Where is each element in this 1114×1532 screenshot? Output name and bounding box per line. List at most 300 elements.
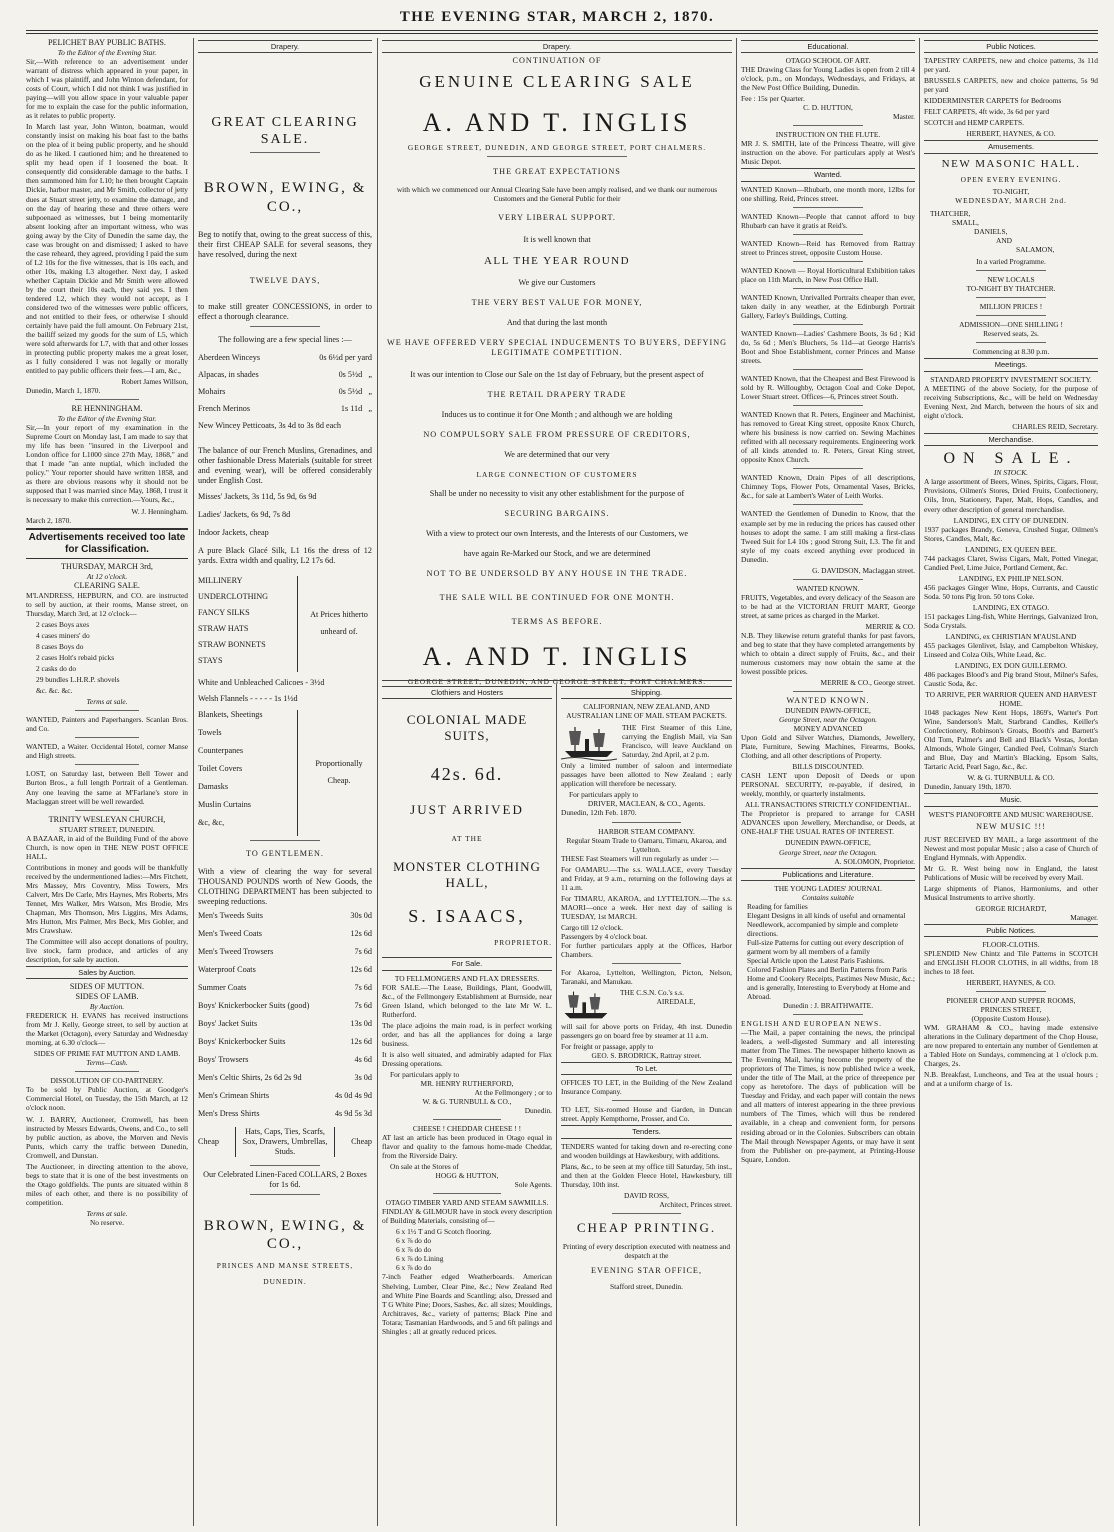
ad-headline: ON SALE. xyxy=(943,449,1079,467)
price-value: 4s 6d xyxy=(354,1054,372,1064)
column-divider xyxy=(556,684,557,1526)
divider xyxy=(976,342,1046,343)
ad-text: N.B. They likewise return grateful thanks for past favors, and beg to state that they have completed arrangements by which to obtain a direct supply of Fruits, &c., and their numerous customers may now obtain the same at the lowest possible prices. xyxy=(741,630,915,676)
ad-text: 1048 packages New Kent Hops, 1869's, Warter's Port Wine, Sanderson's Malt, Starbrand Candles, Keiller's Confectionery, Robinson's Groats, Booth's and Barnett's Old Tom, Palmer's and Bell and Black's Vestas, Jordan Almonds, Whole Ginger, Candied Peel, Colman's Starch and Blue, Day and Martin's Blacking, Epsom Salts, Tartaric Acid, Pearl Sago, &c., &c. xyxy=(924,708,1098,772)
divider xyxy=(793,207,863,208)
price-item: Waterproof Coats xyxy=(198,964,256,974)
ad-text: SCOTCH and HEMP CARPETS. xyxy=(924,118,1024,128)
divider xyxy=(250,152,320,153)
landing-heading: LANDING, EX OTAGO. xyxy=(972,602,1050,612)
price-value: 13s 0d xyxy=(350,1018,372,1028)
wanted-ad: WANTED Known—Rhubarb, one month more, 12lbs for one shilling. Reid, Princes street. xyxy=(741,184,915,203)
ad-text: —The Mail, a paper containing the news, the principal leaders, a well-digested Summary and all interesting matter from The Times. The newspaper hitherto known as The Evening Mail, having become the property of the proprietors of The Times, is now published twice a week, under the title of The Mail, at the price of threepence per copy as heretofore. The days of publication will be Tuesday and Friday, and each paper will contain the news and all matters of interest appearing in the three previous numbers of The Times, which will thus be rendered available, in a cheap and convenient form, for persons residing abroad or in the Colonies. Subscribers can obtain The Mail through Newspaper Agents, or may have it sent from the Publisher on pre-payment, at Printing-House Square, London. xyxy=(741,1028,915,1164)
ad-contact: DRIVER, MACLEAN, & CO., Agents. xyxy=(587,799,706,809)
ad-emphasis: ADMISSION—ONE SHILLING ! xyxy=(959,320,1063,330)
article-heading: PELICHET BAY PUBLIC BATHS. xyxy=(48,38,166,47)
ship-info xyxy=(620,988,732,1022)
divider xyxy=(793,261,863,262)
ad-text: Fee : 15s per Quarter. xyxy=(741,94,805,104)
list-item: STAYS xyxy=(198,655,223,665)
ad-text: M'LANDRESS, HEPBURN, and CO. are instructed to sell by auction, at their rooms, Manse street, on Thursday, March 3rd, at 12 o'clock— xyxy=(26,590,188,619)
ad-headline: WEST'S PIANOFORTE AND MUSIC WAREHOUSE. xyxy=(928,809,1094,819)
ad-text: Mr G. R. West being now in England, the latest Publications of Music will be received by every Mail. xyxy=(924,863,1098,882)
price-value: 4s 0d 4s 9d xyxy=(334,1090,372,1100)
ad-contact: At the Fellmongery ; or to xyxy=(474,1087,552,1097)
ad-firm-name: BROWN, EWING, & CO., xyxy=(203,1217,367,1253)
ad-text: TO-NIGHT, xyxy=(992,186,1030,196)
ad-emphasis: LARGE CONNECTION OF CUSTOMERS xyxy=(476,470,638,480)
ad-firm-name: EVENING STAR OFFICE, xyxy=(590,1265,702,1275)
ad-text: OFFICES TO LET, in the Building of the New Zealand Insurance Company. xyxy=(561,1078,732,1097)
masthead: THE EVENING STAR, MARCH 2, 1870. xyxy=(399,9,715,25)
price-value: 1s 11d „ xyxy=(340,403,372,413)
church-address: STUART STREET, DUNEDIN. xyxy=(59,824,155,834)
wanted-ad: WANTED Known, Unrivalled Portraits cheaper than ever, taken daily in any weather, at the Edinburgh Portrait Gallery, Farley's Buildings, Cutting. xyxy=(741,292,915,320)
landing-heading: LANDING, EX DON GUILLERMO. xyxy=(954,661,1068,671)
list-item: Full-size Patterns for cutting out every description of garment worn by all members of a family xyxy=(747,937,904,956)
section-heading: Public Notices. xyxy=(924,40,1098,53)
ad-headline: OTAGO TIMBER YARD AND STEAM SAWMILLS. xyxy=(385,1198,549,1208)
divider xyxy=(793,288,863,289)
price-item: Men's Crimean Shirts xyxy=(198,1090,270,1100)
ad-text: CASH LENT upon Deposit of Deeds or upon PERSONAL SECURITY, re-payable, if desired, in weekly, monthly, or quarterly instalments. xyxy=(741,771,915,799)
ad-emphasis: NEW LOCALS xyxy=(987,275,1035,285)
ad-headline: GENUINE CLEARING SALE xyxy=(419,72,695,92)
list-item: 2 cases Boys axes xyxy=(36,620,90,630)
section-heading: Shipping. xyxy=(561,686,732,699)
ad-contact: MERRIE & CO., George street. xyxy=(820,678,915,687)
ad-text: SPLENDID New Chintz and Tile Patterns in SCOTCH and ENGLISH FLOOR CLOTHS, in all widths, from 18 inches to 18 feet. xyxy=(924,949,1098,977)
ad-headline: WANTED KNOWN. xyxy=(786,696,870,706)
landing-text: 151 packages Ling-fish, White Herrings, Galvanized Iron, Soda Crystals. xyxy=(924,611,1098,630)
ad-contact: DAVID ROSS, xyxy=(623,1190,670,1200)
landing-text: 455 packages Glenlivet, Islay, and Campbelton Whiskey, Linseed and Colza Oils, White Lead, &c. xyxy=(924,640,1098,659)
ad-text: For particulars apply to xyxy=(569,790,639,800)
list-item: 4 cases miners' do xyxy=(36,631,90,641)
ad-contact: W. & G. TURNBULL & CO., xyxy=(422,1096,512,1106)
list-item: Toilet Covers xyxy=(198,763,243,773)
section-heading: Merchandise. xyxy=(924,433,1098,446)
wanted-ad: WANTED Known—Ladies' Cashmere Boots, 3s 6d ; Kid do, 5s 6d ; Men's Bluchers, 5s 11d—at George Harris's Boot and Shoe Establishment, corner Princes and Manse streets. xyxy=(741,328,915,366)
section-heading: Educational. xyxy=(741,40,915,53)
ad-text: Cargo till 12 o'clock. xyxy=(561,922,623,932)
letter-paragraph: Sir,—In your report of my examination in the Supreme Court on Monday last, I am made to say that my life has been "insured in the Liverpool and London office for L1000 since 27th May, 1868," and that I made "an ante nuptial, which included the policy." Your reporter should have written 1858, and as there are obvious reasons why it should not be supposed that I was married since May, 1868, I trust it is necessary to make this correction.—Yours, &c., xyxy=(26,423,188,505)
ad-text: THE Drawing Class for Young Ladies is open from 2 till 4 o'clock, p.m., on Mondays, Wednesdays, and Fridays, at the New Post Office Building, Dunedin. xyxy=(741,65,915,93)
price-value: 4s 9d 5s 3d xyxy=(334,1108,372,1118)
ad-headline: WANTED KNOWN. xyxy=(796,583,860,593)
ad-headline: NEW MASONIC HALL. xyxy=(941,157,1081,170)
price-item: Boys' Knickerbocker Suits (good) xyxy=(198,1000,310,1010)
price-item: Men's Dress Shirts xyxy=(198,1108,260,1118)
sale-title: CLEARING SALE. xyxy=(74,580,140,590)
divider xyxy=(793,1014,863,1015)
steamship-icon xyxy=(561,988,611,1022)
price-line xyxy=(198,370,372,380)
section-heading: To Let. xyxy=(561,1062,732,1075)
ad-emphasis: THE VERY BEST VALUE FOR MONEY, xyxy=(471,298,643,308)
ad-text: THE C.S.N. Co.'s s.s. xyxy=(620,988,684,998)
ad-emphasis: SECURING BARGAINS. xyxy=(504,509,610,519)
ad-text: With a view of clearing the way for several THOUSAND POUNDS worth of New Goods, the CLOTHING DEPARTMENT has been subjected to sweeping reductions. xyxy=(198,866,372,906)
ad-firm-name: MONSTER CLOTHING HALL, xyxy=(393,858,541,890)
list-item: &c. &c. &c. xyxy=(36,686,73,696)
section-rule xyxy=(382,680,732,681)
ad-text: with which we commenced our Annual Clearing Sale have been amply realised, and we thank our numerous Customers and the General Public for their xyxy=(396,184,718,203)
list-item: 6 x ⅞ do do xyxy=(396,1236,432,1246)
price-line xyxy=(198,911,372,921)
price-line: Ladies' Jackets, 6s 9d, 7s 8d xyxy=(198,509,291,519)
ad-emphasis: NEW MUSIC !!! xyxy=(976,821,1046,831)
ad-contact: GEO. S. BRODRICK, Rattray street. xyxy=(591,1051,702,1061)
wanted-list xyxy=(741,185,915,564)
ad-text: For OAMARU.—The s.s. WALLACE, every Tuesday and Friday, at 9 a.m., returning on the following days at 11 a.m. xyxy=(561,864,732,892)
wanted-ad: WANTED the Gentlemen of Dunedin to Know, that the example set by me in reducing the prices has caused other houses to adopt the same. I am still making a first-class Tweed Suit for L4 10s ; good Strong Suit, L3. The fit and style of my coats exceed anything ever produced in Dunedin. xyxy=(741,509,915,564)
price-list xyxy=(198,911,372,1119)
ad-contact: C. D. HUTTON, xyxy=(803,103,853,113)
section-heading: Sales by Auction. xyxy=(26,966,188,979)
ad-text: AT last an article has been produced in Otago equal in flavor and quality to the famous home-made Cheddar, from the Riverside Dairy. xyxy=(382,1133,552,1161)
price-value: 7s 6d xyxy=(354,1000,372,1010)
section-heading: For Sale. xyxy=(382,957,552,970)
divider xyxy=(976,991,1046,992)
price-item: Men's Celtic Shirts, 2s 6d 2s 9d xyxy=(198,1072,302,1082)
price-item: Boys' Trowsers xyxy=(198,1054,249,1064)
list-item: 2 cases Holt's rebaid picks xyxy=(36,653,115,663)
ad-contact: Master. xyxy=(893,112,915,122)
ad-emphasis: JUST ARRIVED xyxy=(410,801,524,817)
cheap-label: Cheap xyxy=(351,1136,372,1146)
ad-text: It is also well situated, and admirably adapted for Flax Dressing operations. xyxy=(382,1049,552,1068)
ad-headline: INSTRUCTION ON THE FLUTE. xyxy=(775,130,881,140)
list-item: 2 casks do do xyxy=(36,664,77,674)
ad-text: 7-inch Feather edged Weatherboards. American Shelving, Lumber, Clear Pine, &c.; New Zealand Red and White Pine Boards and Scantling; also, Dressed and T G White Pine; Doors, Sashes, &c. all sizes; Mouldings, Architraves, &c., variety of patterns; Black Pine and Totara; Tasmanian Hardwoods, and 5 and 6ft palings and Shingles ; all at greatly reduced prices. xyxy=(382,1272,552,1336)
ad-text: For further particulars apply at the Offices, Harbor Chambers. xyxy=(561,940,732,959)
ad-firm-name: A. AND T. INGLIS xyxy=(422,107,692,137)
ad-text: The Proprietor is prepared to arrange for CASH ADVANCES upon Jewellery, Merchandise, or Deeds, at ONE-HALF THE USUAL RATES OF INTEREST. xyxy=(741,809,915,837)
divider xyxy=(487,156,627,157)
ad-headline: ENGLISH AND EUROPEAN NEWS. xyxy=(741,1019,882,1029)
sale-title: SIDES OF MUTTON. xyxy=(69,982,145,992)
section-heading: Music. xyxy=(924,793,1098,806)
ad-text: AT THE xyxy=(451,833,483,843)
ad-emphasis: NO COMPULSORY SALE FROM PRESSURE OF CREDITORS, xyxy=(423,430,691,440)
ad-address: DUNEDIN. xyxy=(263,1276,307,1286)
ad-headline: TO FELLMONGERS AND FLAX DRESSERS. xyxy=(394,973,540,983)
section-heading: Wanted. xyxy=(741,168,915,181)
ship-ad xyxy=(561,988,732,1022)
ad-text: WANTED, a Waiter. Occidental Hotel, corner Manse and High streets. xyxy=(26,742,188,761)
ad-text: Regular Steam Trade to Oamaru, Timaru, Akaroa, and Lyttelton. xyxy=(566,835,727,854)
ad-headline: TO ARRIVE, PER WARRIOR QUEEN AND HARVEST HOME. xyxy=(925,690,1097,709)
list-item: Colored Fashion Plates and Berlin Patterns from Paris xyxy=(747,964,907,974)
price-line: Indoor Jackets, cheap xyxy=(198,527,269,537)
section-heading: Drapery. xyxy=(382,40,732,53)
list-item: Blankets, Sheetings xyxy=(198,709,263,719)
ad-text: The Auctioneer, in directing attention to the above, begs to state that it is one of the best investments on the Otago goldfields. The punts are situated within 8 miles of each other, and there is no possibility of competition. xyxy=(26,1161,188,1207)
price-value: 12s 6d xyxy=(350,964,372,974)
ad-headline: FLOOR-CLOTHS. xyxy=(982,940,1040,950)
ad-contact: Manager. xyxy=(1070,912,1098,922)
price-line xyxy=(198,1055,372,1065)
terms: No reserve. xyxy=(89,1217,125,1227)
price-item: Men's Tweed Trowsers xyxy=(198,946,274,956)
ad-emphasis: TO-NIGHT BY THATCHER. xyxy=(966,284,1056,294)
divider xyxy=(612,1213,680,1214)
column-1 xyxy=(26,38,188,1526)
price-item: Mohairs xyxy=(198,386,226,396)
ad-headline: STANDARD PROPERTY INVESTMENT SOCIETY. xyxy=(930,374,1092,384)
cast-list xyxy=(924,209,1098,254)
section-heading: Drapery. xyxy=(198,40,372,53)
section-heading: Publications and Literature. xyxy=(741,868,915,881)
ad-headline: CHEAP PRINTING. xyxy=(576,1219,717,1235)
ad-text: PROPRIETOR. xyxy=(494,938,552,948)
list-item: Counterpanes xyxy=(198,745,244,755)
ship-ad xyxy=(561,723,732,761)
list-item: 6 x ⅞ do Lining xyxy=(396,1254,444,1264)
ad-text: Passengers by 4 o'clock boat. xyxy=(561,931,648,941)
ad-text: BRUSSELS CARPETS, new and choice patterns, 5s 9d per yard xyxy=(924,76,1098,95)
ad-text: FRUITS, Vegetables, and every delicacy of the Season are to be had at the VICTORIAN FRUIT MART, George street, at same prices as charged in the Market. xyxy=(741,592,915,620)
price-line xyxy=(198,965,372,975)
ad-text: Large shipments of Pianos, Harmoniums, and other Musical Instruments to arrive shortly. xyxy=(924,883,1098,902)
divider xyxy=(612,822,680,823)
ad-text: Printing of every description executed with neatness and despatch at the xyxy=(562,1241,731,1260)
column-3a xyxy=(382,684,552,1526)
ad-headline: TO GENTLEMEN. xyxy=(246,848,324,858)
ad-address: George Street, near the Octagon. xyxy=(779,847,877,857)
list-item: Special Article upon the Latest Paris Fashions. xyxy=(747,955,885,965)
letter-paragraph: In March last year, John Winton, boatman, would constantly insist on making his boat fast to the baths on the plea of it being public property, and he should do as he liked. I cautioned him; and he threatened to split my head open if I loosened the boat. It consequently did considerable damage to the baths. I then summoned him for L10; he then brought Captain Dickie, harbor master, and Mr Smith, collector of jetty dues at Stuart street jetty, to examine the damage, and on the day of hearing these and three others were subpoenaed as witnesses, but I being momentarily absent looking after an important witness, who was going away by the City of Dunedin the same day, the case was brought on and dismissed; I asked to have the case reheard, they agreed, providing I paid the sum of L2 10s for the five witnesses, that is 10s each, and other 10s, making L3 altogether. Next day, I asked whether Captain Dickie and Mr Smith were allowed by the court their 10s each, they said yes. I then tendered L2, which they would not accept, as I considered two of the witnesses were public officers, and not entitled to their fees, or otherwise I should certainly have paid the full amount. On February 21st, the bailiff seized my goods for the sum of L5, which were sold afterwards for L7, with that and other losses in protecting public property makes me a great loser, as I fully considered I was not legally or morally entitled to pay public officers their fees.—I am, &c., xyxy=(26,122,188,376)
list-item: FANCY SILKS xyxy=(198,607,250,617)
terms: Terms—Cash. xyxy=(86,1058,128,1068)
church-title: TRINITY WESLEYAN CHURCH, xyxy=(48,814,166,824)
ad-emphasis: THE GREAT EXPECTATIONS xyxy=(493,166,621,176)
ad-text: Upon Gold and Silver Watches, Diamonds, Jewellery, Plate, Furniture, Sewing Machines, Firearms, Books, Clothing, and all other descriptions of Property. xyxy=(741,733,915,761)
ad-firm-name: A. AND T. INGLIS xyxy=(422,642,692,672)
divider xyxy=(976,270,1046,271)
price-line xyxy=(198,353,372,363)
size-list xyxy=(382,1227,552,1272)
ad-contact: GEORGE RICHARDT, xyxy=(975,903,1047,913)
cast-member: DANIELS, xyxy=(974,227,1008,237)
ad-text: TO LET, Six-roomed House and Garden, in Duncan street. Apply Kempthorne, Prosser, and Co. xyxy=(561,1105,732,1124)
journal-list xyxy=(741,902,915,1001)
cast-member: SMALL, xyxy=(952,218,979,228)
ad-text: With a view to protect our own Interests, and the Interests of our Customers, we xyxy=(425,529,689,539)
section-heading: Meetings. xyxy=(924,358,1098,371)
millinery-list xyxy=(198,576,298,672)
list-item: Towels xyxy=(198,727,222,737)
ad-address: GEORGE STREET, DUNEDIN, AND GEORGE STREET, PORT CHALMERS. xyxy=(407,676,707,686)
ad-text: It was our intention to Close our Sale on the 1st day of February, but the present aspect of xyxy=(410,370,704,380)
ad-text: In a varied Programme. xyxy=(976,257,1046,267)
list-item: 29 bundles L.H.R.P. shovels xyxy=(36,675,120,685)
list-item: Damasks xyxy=(198,781,229,791)
price-line xyxy=(198,983,372,993)
divider xyxy=(250,1165,320,1166)
ad-emphasis: TWELVE DAYS, xyxy=(249,275,321,285)
ad-text: On sale at the Stores of xyxy=(390,1162,459,1172)
article-heading: RE HENNINGHAM. xyxy=(71,404,143,414)
price-line xyxy=(198,421,372,431)
landing-text: 1937 packages Brandy, Geneva, Crushed Sugar, Oilmen's Stores, Candles, Malt, &c. xyxy=(924,524,1098,543)
divider xyxy=(75,810,140,811)
ad-text: THESE Fast Steamers will run regularly as under :— xyxy=(561,853,719,863)
ad-emphasis: BILLS DISCOUNTED. xyxy=(792,762,864,772)
divider xyxy=(793,234,863,235)
divider xyxy=(793,369,863,370)
cast-member: THATCHER, xyxy=(930,209,971,219)
millinery-note: At Prices hitherto unheard of. xyxy=(310,610,368,636)
ad-text: will sail for above ports on Friday, 4th inst. Dunedin passengers go on board free by steamer at 11 a.m. xyxy=(561,1022,732,1041)
ad-text: It is well known that xyxy=(523,234,591,244)
ad-emphasis: THE SALE WILL BE CONTINUED FOR ONE MONTH. xyxy=(439,593,675,603)
price-item: Aberdeen Winceys xyxy=(198,352,261,362)
ad-text: N.B. Breakfast, Luncheons, and Tea at the usual hours ; and at a uniform charge of 1s. xyxy=(924,1070,1098,1089)
ad-text: To be sold by Public Auction, at Goodger's Commercial Hotel, on Tuesday, the 15th March, at 12 o'clock noon. xyxy=(26,1085,188,1113)
ad-contact: A. SOLOMON, Proprietor. xyxy=(834,856,915,866)
ad-firm-name: S. ISAACS, xyxy=(408,906,526,927)
price-line xyxy=(198,1037,372,1047)
ad-firm-name: BROWN, EWING, & CO., xyxy=(203,180,367,215)
section-heading: Advertisements received too late for Classification. xyxy=(26,528,188,559)
price-item: New Wincey Petticoats, 3s 4d to 3s 8d each xyxy=(198,420,341,430)
column-3-top xyxy=(382,38,732,686)
column-divider xyxy=(193,38,194,1526)
list-item: Reading for families xyxy=(747,901,808,911)
ad-text: Beg to notify that, owing to the great success of this, their first CHEAP SALE for several seasons, they have resolved, during the next xyxy=(198,229,372,259)
section-heading: Tenders. xyxy=(561,1125,732,1138)
divider xyxy=(793,504,863,505)
ad-text: We give our Customers xyxy=(518,278,596,288)
price-item: Boys' Knickerbocker Suits xyxy=(198,1036,286,1046)
divider xyxy=(433,1119,501,1120)
section-heading: Clothiers and Hosters xyxy=(382,686,552,699)
cast-member: AND xyxy=(996,236,1013,246)
letter-paragraph: Sir,—With reference to an advertisement under warrant of distress which appeared in your paper, in which I was plaintiff, and John Winton defendant, for costs of Court, which I did not think I was justified in paying—will you allow space in your valuable paper for me to explain the case for the public information, as it relates to public property. xyxy=(26,57,188,121)
column-5 xyxy=(924,38,1098,1526)
ad-text: The place adjoins the main road, is in perfect working order, and has all the appliances for doing a large business. xyxy=(382,1020,552,1048)
cheap-block xyxy=(198,1127,372,1157)
section-heading: Public Notices. xyxy=(924,924,1098,937)
ad-text: IN STOCK. xyxy=(994,468,1028,478)
list-item: STRAW BONNETS xyxy=(198,639,266,649)
ad-text: WM. GRAHAM & CO., having made extensive alterations in the Culinary department of the Chop House, are now prepared to entertain any number of Gentlemen at a Tabled Hote on Sundays, commencing at 1 o'clock p.m. Charges, 2s. xyxy=(924,1023,1098,1069)
landing-heading: LANDING, ex CHRISTIAN M'AUSLAND xyxy=(945,631,1077,641)
price-value: 0s 5½d „ xyxy=(338,369,372,379)
price-item: French Merinos xyxy=(198,403,251,413)
ad-text: A MEETING of the above Society, for the purpose of receiving Subscriptions, &c., will be held on Wednesday Evening Next, 2nd March, between the hours of six and eight o'clock. xyxy=(924,383,1098,420)
ad-headline: CALIFORNIAN, NEW ZEALAND, AND AUSTRALIAN LINE OF MAIL STEAM PACKETS. xyxy=(566,702,727,721)
list-item: 8 cases Boys do xyxy=(36,642,84,652)
wanted-ad: WANTED Known — Royal Horticultural Exhibition takes place on 11th March, in New Post Office Hall. xyxy=(741,265,915,284)
ad-text: FELT CARPETS, 4ft wide, 3s 6d per yard xyxy=(924,107,1050,117)
ad-text: For TIMARU, AKAROA, and LYTTELTON.—The s.s. MAORI—once a week. Her next day of sailing is TUESDAY, 1st MARCH. xyxy=(561,893,732,921)
list-item: MILLINERY xyxy=(198,575,243,585)
price-item: Men's Tweeds Suits xyxy=(198,910,263,920)
ad-text: W. J. BARRY, Auctioneer, Cromwell, has been instructed by Messrs Edwards, Owens, and Co., to sell by public auction, as above, the Morven and Nevis Punts, which carry the traffic between Dunedin, Cromwell, and Dunstan. xyxy=(26,1114,188,1160)
ad-address: PRINCES AND MANSE STREETS, xyxy=(216,1261,354,1271)
letter-date: Dunedin, March 1, 1870. xyxy=(26,386,101,396)
ad-text: TAPESTRY CARPETS, new and choice patterns, 3s 11d per yard. xyxy=(924,56,1098,75)
ad-text: Contains suitable xyxy=(802,892,854,902)
price-line xyxy=(198,1001,372,1011)
divider xyxy=(976,315,1046,316)
list-item: &c, &c, xyxy=(198,817,225,827)
ad-date: Dunedin, January 19th, 1870. xyxy=(924,782,1012,792)
ad-headline: HARBOR STEAM COMPANY. xyxy=(598,826,695,836)
top-rule-2 xyxy=(26,33,1098,34)
ad-headline: GREAT CLEARING SALE. xyxy=(211,115,359,148)
ad-contact: G. DAVIDSON, Maclaggan street. xyxy=(812,565,915,575)
ad-address: (Opposite Custom House). xyxy=(971,1014,1051,1024)
price-list xyxy=(198,353,372,431)
ad-emphasis: WEDNESDAY, MARCH 2nd. xyxy=(955,196,1067,205)
article-subheading: To the Editor of the Evening Star. xyxy=(57,414,157,424)
letter-signature: W. J. Henningham. xyxy=(131,506,188,516)
ad-contact: W. & G. TURNBULL & CO. xyxy=(967,773,1055,783)
list-item: Home and Cookery Receipts, Pastimes New Music, &c.; and is generally, Interesting to Everybody at Home and Abroad. xyxy=(747,974,915,1002)
landing-text: 744 packages Claret, Swiss Cigars, Malt, Potted Vinegar, Candied Peel, Lime Juice, Portland Cement, &c. xyxy=(924,553,1098,572)
divider xyxy=(793,468,863,469)
list-item: 6 x ⅞ do do xyxy=(396,1263,432,1273)
ad-emphasis: WE HAVE OFFERED VERY SPECIAL INDUCEMENTS TO BUYERS, DEFYING LEGITIMATE COMPETITION. xyxy=(386,338,728,358)
sale-title: SIDES OF LAMB. xyxy=(75,992,139,1002)
divider xyxy=(793,579,863,580)
price-line: Welsh Flannels - - - - - 1s 1½d xyxy=(198,693,298,703)
price-value: 30s 0d xyxy=(350,910,372,920)
divider xyxy=(250,326,320,327)
price-line xyxy=(198,1073,372,1083)
landings-list xyxy=(924,516,1098,689)
ad-emphasis: NOT TO BE UNDERSOLD BY ANY HOUSE IN THE TRADE. xyxy=(426,569,688,579)
ad-headline: PIONEER CHOP AND SUPPER ROOMS, xyxy=(946,996,1076,1006)
ad-contact: Sole Agents. xyxy=(514,1180,552,1190)
cheap-items: Hats, Caps, Ties, Scarfs, Sox, Drawers, Umbrellas, Studs. xyxy=(235,1127,335,1157)
ad-emphasis: THE RETAIL DRAPERY TRADE xyxy=(487,390,627,400)
letter-signature: Robert James Willson, xyxy=(121,377,188,387)
ad-emphasis: MILLION PRICES ! xyxy=(979,302,1043,312)
ad-contact: MR. HENRY RUTHERFORD, xyxy=(420,1078,514,1088)
list-item: UNDERCLOTHING xyxy=(198,591,269,601)
divider xyxy=(250,1194,320,1195)
ad-text: The Committee will also accept donations of poultry, live stock, farm produce, and articles of any description, for sale by auction. xyxy=(26,936,188,964)
list-item: STRAW HATS xyxy=(198,623,249,633)
divider xyxy=(75,399,140,400)
price-value: 12s 6d xyxy=(350,1036,372,1046)
price-line xyxy=(198,929,372,939)
ad-text: For Akaroa, Lyttelton, Wellington, Picton, Nelson, Taranaki, and Manukau. xyxy=(561,967,732,986)
blankets-list xyxy=(198,710,298,836)
list-item: Elegant Designs in all kinds of useful and ornamental Needlework, accompanied by simple and complete directions. xyxy=(747,910,906,938)
price-value: 7s 6d xyxy=(354,946,372,956)
price-line xyxy=(198,404,372,414)
column-3b xyxy=(561,684,732,1526)
ad-text: THE First Steamer of this Line, carrying the English Mail, via San Francisco, will leave Auckland on Saturday, 2nd April, at 2 p.m. xyxy=(622,723,732,760)
ad-text: LOST, on Saturday last, between Bell Tower and Burton Bros., a full length Portrait of a Gentleman. Any one leaving the same at M'Farlane's store in Maclaggan street will be well rewarded. xyxy=(26,769,188,806)
column-divider xyxy=(919,38,920,1526)
ad-contact: CHARLES REID, Secretary. xyxy=(1012,421,1098,431)
ad-emphasis: ALL TRANSACTIONS STRICTLY CONFIDENTIAL. xyxy=(744,800,912,810)
divider xyxy=(976,297,1046,298)
ad-headline: THE YOUNG LADIES' JOURNAL xyxy=(774,883,882,893)
list-item: 6 x 1½ T and G Scotch flooring. xyxy=(396,1227,492,1237)
divider xyxy=(433,1193,501,1194)
divider xyxy=(793,691,863,692)
ad-emphasis: VERY LIBERAL SUPPORT. xyxy=(498,212,616,222)
ad-text: have again Re-Marked our Stock, and we are determined xyxy=(463,549,651,559)
